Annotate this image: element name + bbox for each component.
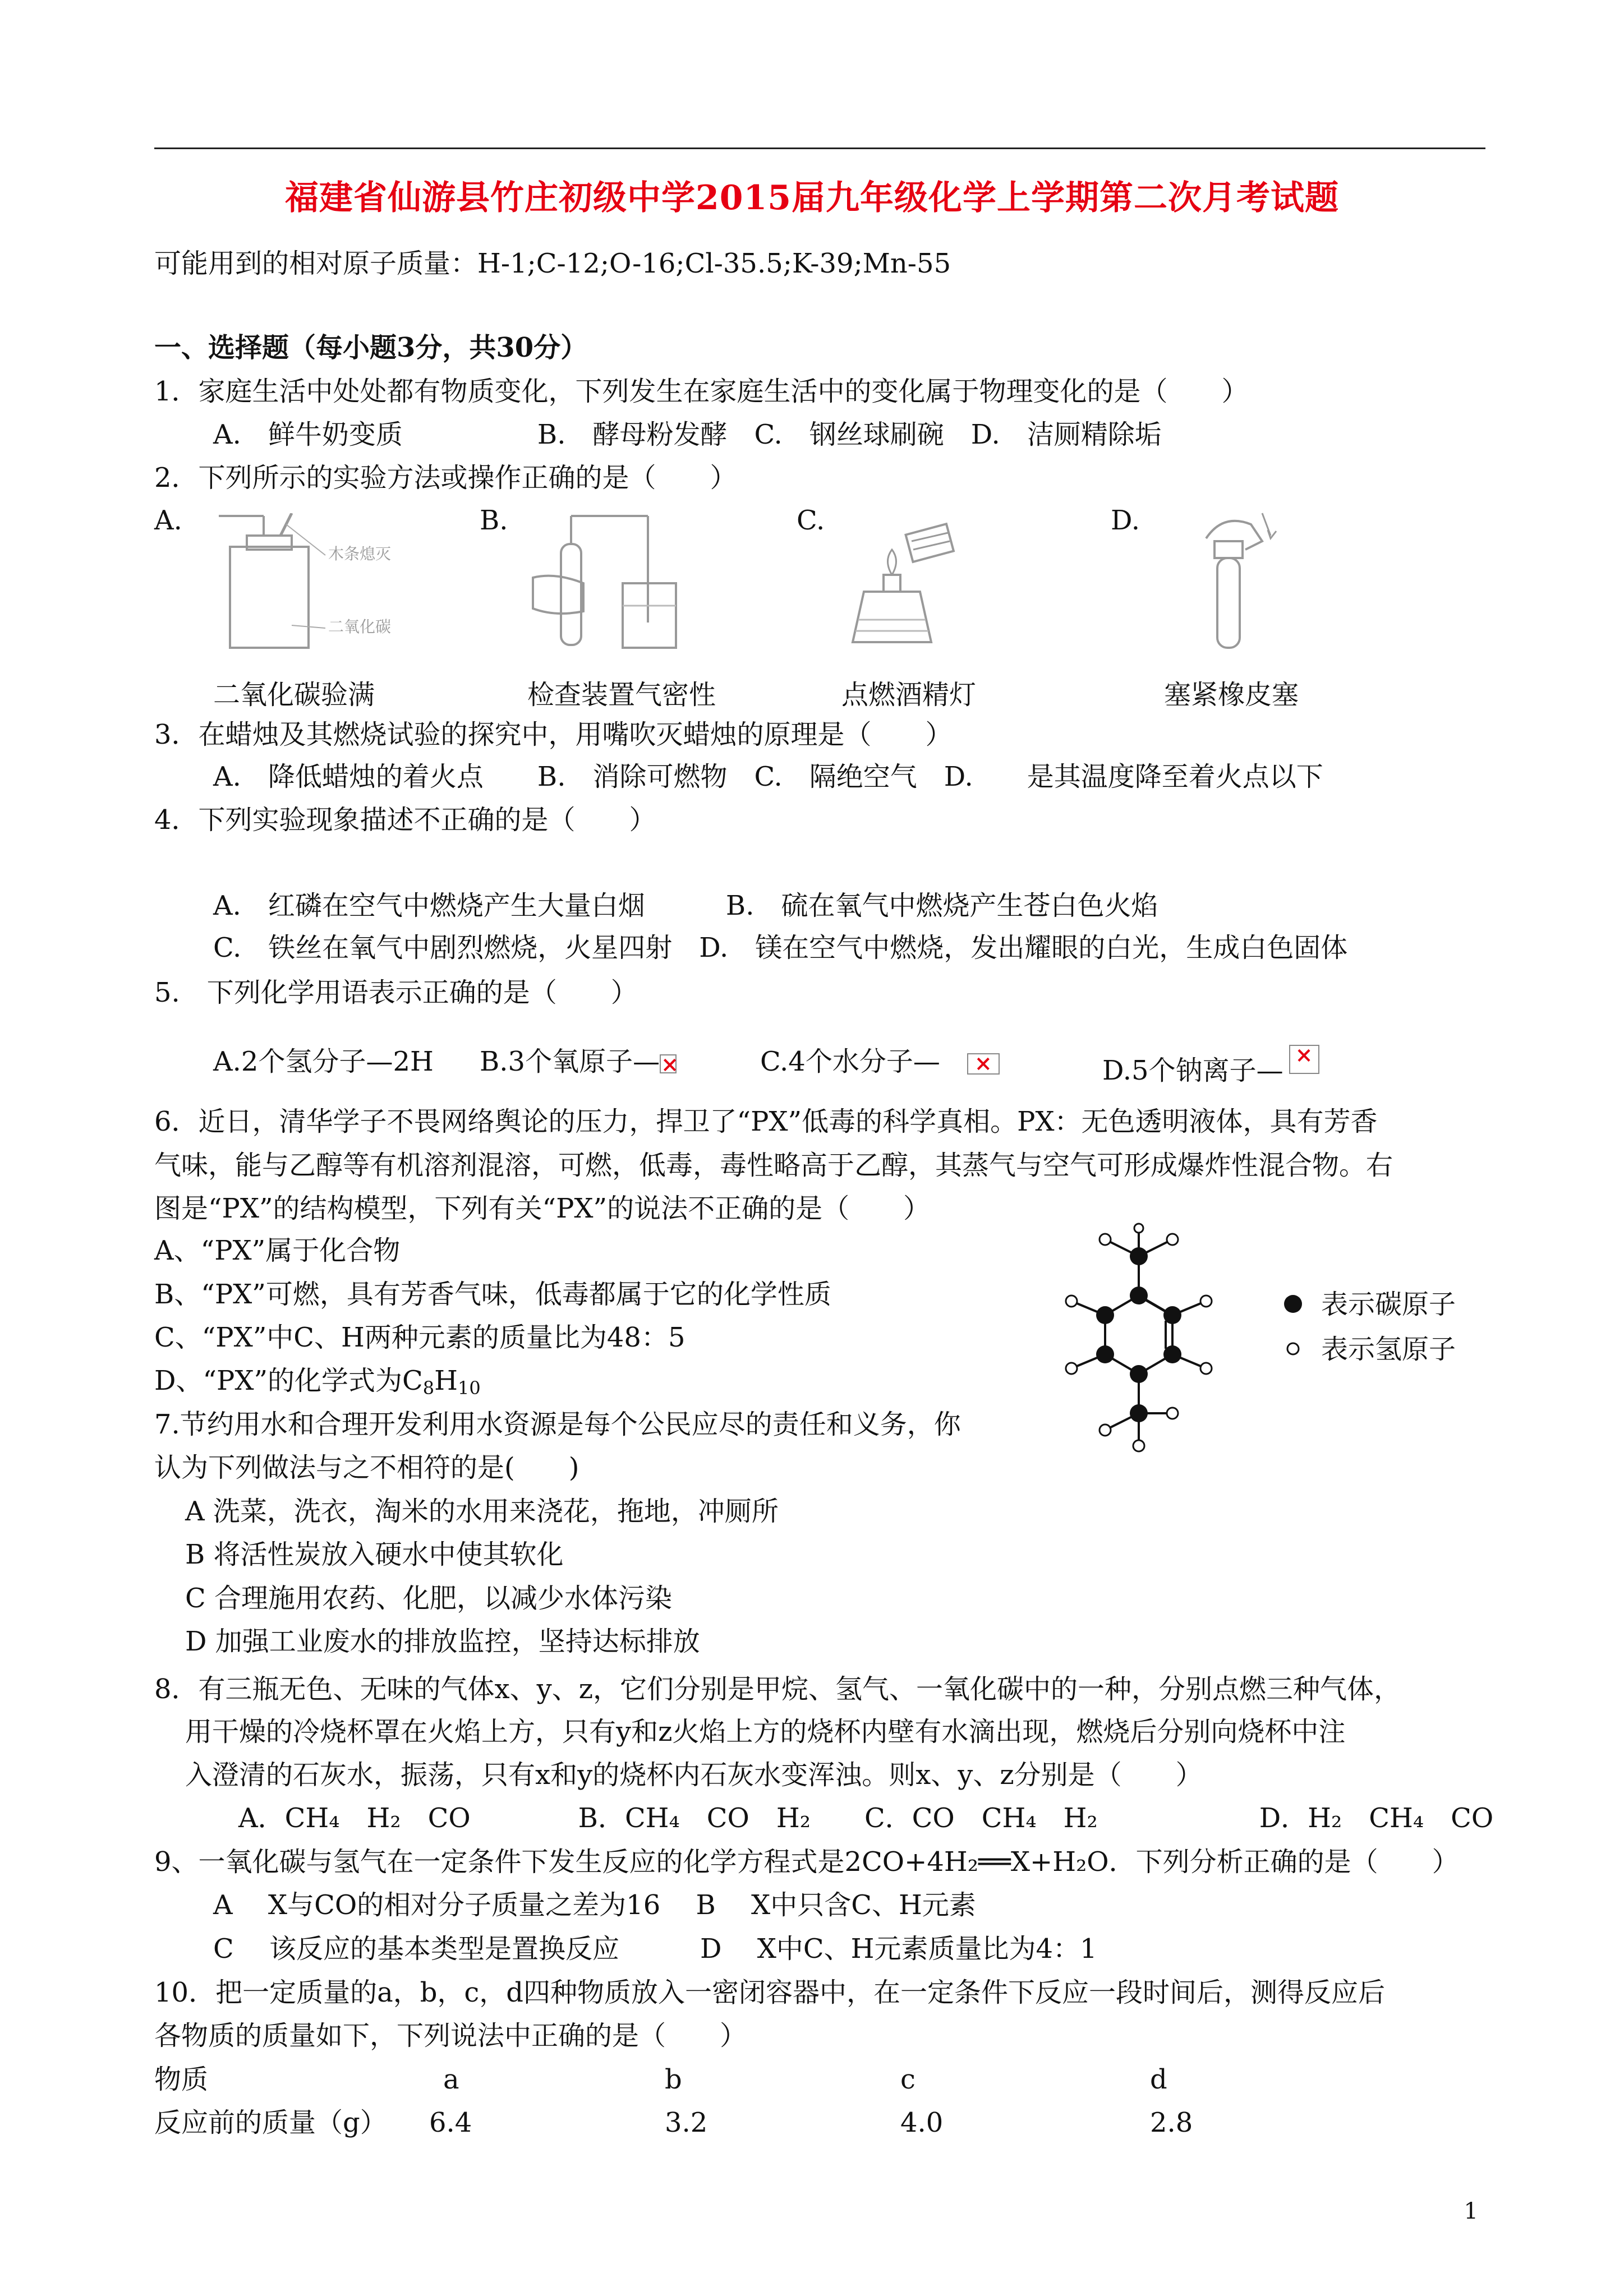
q7-line-1: 7.节约用水和合理开发利用水资源是每个公民应尽的责任和义务，你 bbox=[154, 1409, 961, 1440]
page-number: 1 bbox=[1464, 2198, 1478, 2224]
table-cell: 4.0 bbox=[900, 2107, 944, 2138]
table-header-cell: b bbox=[665, 2064, 682, 2095]
q4-options-1: A. 红磷在空气中燃烧产生大量白烟 B. 硫在氧气中燃烧产生苍白色火焰 bbox=[213, 890, 1158, 921]
q3-stem: 3．在蜡烛及其燃烧试验的探究中，用嘴吹灭蜡烛的原理是（ ） bbox=[154, 719, 953, 750]
fig-a-label-2: 二氧化碳 bbox=[328, 617, 392, 636]
carbon-legend-dot bbox=[1284, 1295, 1302, 1313]
q8-line-2: 用干燥的冷烧杯罩在火焰上方，只有y和z火焰上方的烧杯内壁有水滴出现，燃烧后分别向烧杯中注 bbox=[185, 1716, 1346, 1748]
q2-label-d: D. bbox=[1111, 505, 1140, 536]
q7-option-d: D 加强工业废水的排放监控，坚持达标排放 bbox=[185, 1626, 700, 1657]
q3-options: A. 降低蜡烛的着火点 B. 消除可燃物 C. 隔绝空气 D. 是其温度降至着火点以下 bbox=[213, 761, 1323, 792]
px-molecule-model bbox=[1049, 1223, 1285, 1469]
table-header-cell: d bbox=[1150, 2064, 1167, 2095]
table-cell: 3.2 bbox=[665, 2107, 708, 2138]
q7-option-a: A 洗菜，洗衣，淘米的水用来浇花，拖地，冲厕所 bbox=[185, 1496, 779, 1527]
broken-image-icon bbox=[660, 1054, 677, 1073]
q6-option-c: C、“PX”中C、H两种元素的质量比为48：5 bbox=[154, 1322, 686, 1353]
q2-stem: 2．下列所示的实验方法或操作正确的是（ ） bbox=[154, 462, 737, 494]
q5-option-d: D.5个钠离子— × bbox=[1102, 1045, 1319, 1087]
q1-options: A. 鲜牛奶变质 B. 酵母粉发酵 C. 钢丝球刷碗 D. 洁厕精除垢 bbox=[213, 419, 1162, 450]
q7-line-2: 认为下列做法与之不相符的是( ) bbox=[154, 1452, 579, 1483]
q6-option-b: B、“PX”可燃，具有芳香气味，低毒都属于它的化学性质 bbox=[154, 1279, 831, 1310]
table-header-cell: c bbox=[900, 2064, 915, 2095]
fig-a-label-1: 木条熄灭 bbox=[328, 545, 392, 563]
table-cell: 2.8 bbox=[1150, 2107, 1193, 2138]
atomic-masses: 可能用到的相对原子质量：H-1;C-12;O-16;Cl-35.5;K-39;Mn-55 bbox=[154, 248, 951, 279]
q6-option-d: D、“PX”的化学式为$C_8H_{10}$ bbox=[154, 1365, 481, 1399]
q2-label-b: B. bbox=[480, 505, 508, 536]
q1-stem: 1．家庭生活中处处都有物质变化，下列发生在家庭生活中的变化属于物理变化的是（ ） bbox=[154, 376, 1249, 407]
legend-hydrogen: 表示氢原子 bbox=[1321, 1334, 1456, 1365]
q2-caption-a: 二氧化碳验满 bbox=[213, 679, 375, 711]
alcohol-lamp-figure bbox=[841, 508, 976, 653]
airtight-check-figure bbox=[522, 510, 696, 656]
q2-caption-d: 塞紧橡皮塞 bbox=[1164, 679, 1299, 711]
q6-line-1: 6．近日，清华学子不畏网络舆论的压力，捍卫了“PX”低毒的科学真相。PX：无色透明液体，具有芳香 bbox=[154, 1106, 1378, 1137]
q2-caption-c: 点燃酒精灯 bbox=[841, 679, 977, 711]
co2-bottle-figure bbox=[208, 513, 393, 659]
section-heading: 一、选择题（每小题3分，共30分） bbox=[154, 332, 588, 363]
legend-carbon: 表示碳原子 bbox=[1321, 1289, 1456, 1320]
q7-option-b: B 将活性炭放入硬水中使其软化 bbox=[185, 1539, 564, 1570]
q6-option-a: A、“PX”属于化合物 bbox=[154, 1235, 401, 1266]
hydrogen-legend-dot bbox=[1287, 1343, 1299, 1354]
q10-line-2: 各物质的质量如下，下列说法中正确的是（ ） bbox=[154, 2020, 747, 2051]
q9-options-2: C 该反应的基本类型是置换反应 D X中C、H元素质量比为4：1 bbox=[213, 1933, 1097, 1965]
q8-line-1: 8．有三瓶无色、无味的气体x、y、z，它们分别是甲烷、氢气、一氧化碳中的一种，分别点燃三种气体， bbox=[154, 1673, 1401, 1705]
header-rule bbox=[154, 147, 1485, 149]
q9-stem: 9、一氧化碳与氢气在一定条件下发生反应的化学方程式是2CO+4H₂══X+H₂O．下列分析正确的是（ ） bbox=[154, 1846, 1459, 1878]
q5-option-b: B.3个氧原子— × bbox=[480, 1045, 677, 1078]
table-cell: 6.4 bbox=[429, 2107, 472, 2138]
q8-line-3: 入澄清的石灰水，振荡，只有x和y的烧杯内石灰水变浑浊。则x、y、z分别是（ ） bbox=[185, 1759, 1203, 1791]
q6-line-2: 气味，能与乙醇等有机溶剂混溶，可燃，低毒，毒性略高于乙醇，其蒸气与空气可形成爆炸性混合物。右 bbox=[154, 1150, 1393, 1181]
q2-caption-b: 检查装置气密性 bbox=[527, 679, 716, 711]
q9-options-1: A X与CO的相对分子质量之差为16 B X中只含C、H元素 bbox=[213, 1889, 976, 1921]
q4-stem: 4．下列实验现象描述不正确的是（ ） bbox=[154, 804, 656, 836]
q2-label-a: A. bbox=[154, 505, 182, 536]
q5-stem: 5. 下列化学用语表示正确的是（ ） bbox=[154, 977, 638, 1008]
broken-image-icon bbox=[967, 1053, 1000, 1075]
broken-image-icon bbox=[1289, 1045, 1319, 1074]
q7-option-c: C 合理施用农药、化肥，以减少水体污染 bbox=[185, 1583, 672, 1614]
table-header-cell: a bbox=[443, 2064, 459, 2095]
stopper-figure bbox=[1184, 508, 1296, 653]
q10-line-1: 10．把一定质量的a，b，c，d四种物质放入一密闭容器中，在一定条件下反应一段时间后，测得反应后 bbox=[154, 1977, 1386, 2008]
q4-options-2: C. 铁丝在氧气中剧烈燃烧，火星四射 D. 镁在空气中燃烧，发出耀眼的白光，生成白色固体 bbox=[213, 932, 1348, 963]
table-cell: 反应前的质量（g） bbox=[154, 2107, 387, 2138]
table-header-cell: 物质 bbox=[154, 2064, 209, 2095]
page-title: 福建省仙游县竹庄初级中学2015届九年级化学上学期第二次月考试题 bbox=[285, 178, 1339, 218]
q8-options: A．CH₄ H₂ CO B．CH₄ CO H₂ C．CO CH₄ H₂ D．H₂ CH₄ CO bbox=[238, 1802, 1494, 1834]
q6-line-3: 图是“PX”的结构模型，下列有关“PX”的说法不正确的是（ ） bbox=[154, 1193, 931, 1224]
legend-markers bbox=[1279, 1287, 1313, 1371]
q2-label-c: C. bbox=[797, 505, 825, 536]
q5-option-c: C.4个水分子— × bbox=[760, 1045, 1000, 1078]
q5-option-a: A.2个氢分子—2H bbox=[213, 1046, 434, 1077]
